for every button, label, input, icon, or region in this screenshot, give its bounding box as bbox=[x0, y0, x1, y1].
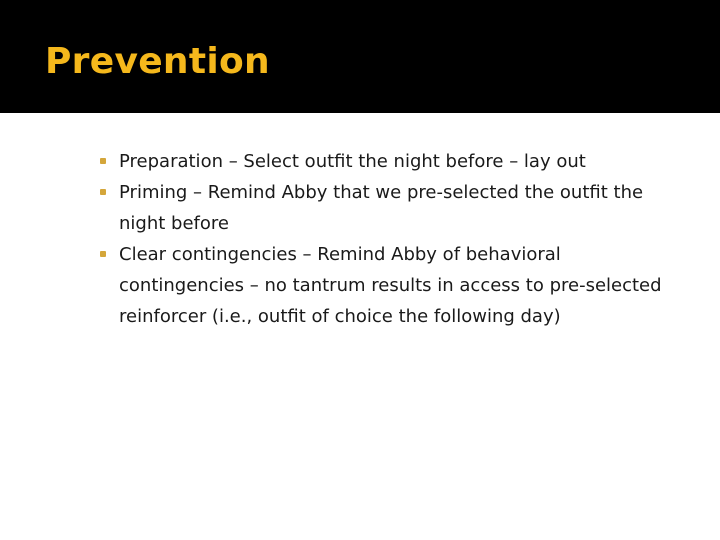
title-bar bbox=[0, 0, 720, 113]
bullet-text: Priming – Remind Abby that we pre-selected the outfit the night before bbox=[119, 182, 644, 234]
bullet-marker-icon bbox=[100, 189, 106, 195]
bullet-text: Preparation – Select outfit the night before – lay out bbox=[119, 151, 586, 172]
bullet-item-priming bbox=[100, 177, 675, 239]
bullet-item-clear-contingencies bbox=[100, 239, 675, 332]
bullet-text: Clear contingencies – Remind Abby of behavioral contingencies – no tantrum results in access to pre-selected reinforcer (i.e., outfit of choice the following day) bbox=[119, 244, 662, 327]
bullet-marker-icon bbox=[100, 251, 106, 257]
bullet-marker-icon bbox=[100, 158, 106, 164]
bullet-list bbox=[100, 146, 675, 332]
slide-title: Prevention bbox=[45, 41, 270, 82]
bullet-item-preparation bbox=[100, 146, 675, 177]
